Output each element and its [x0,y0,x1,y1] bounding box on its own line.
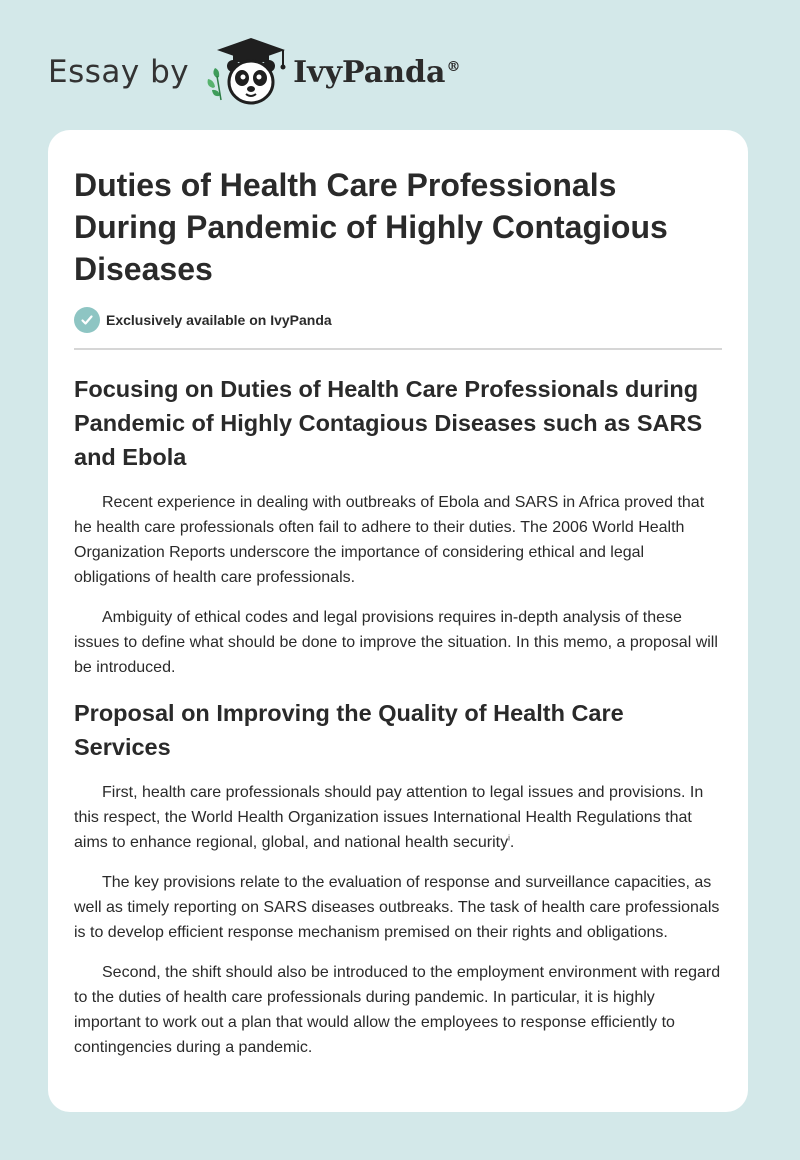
brand-name-text: IvyPanda [293,54,446,90]
paragraph [74,780,722,855]
section-duties [74,372,722,680]
brand-name[interactable] [293,55,460,90]
brand-prefix: Essay by [48,54,190,90]
brand-header [48,36,460,108]
paragraph: Recent experience in dealing with outbreaks of Ebola and SARS in Africa proved that he health care professionals often fail to adhere to their duties. The 2006 World Health Organization Reports underscore the importance of considering ethical and legal obligations of health care professionals. [74,494,705,586]
paragraph: The key provisions relate to the evaluation of response and surveillance capacities, as well as timely reporting on SARS diseases outbreaks. The task of health care professionals is to develop efficient response mechanism premised on their rights and obligations. [74,874,720,941]
essay-card [48,130,748,1112]
section-proposal [74,696,722,1060]
section-heading: Proposal on Improving the Quality of Health Care Services [74,700,624,760]
paragraph-text: First, health care professionals should pay attention to legal issues and provisions. In this respect, the World Health Organization issues International Health Regulations that aims to enhance regional, global, and national health security [74,784,704,851]
section-heading: Focusing on Duties of Health Care Professionals during Pandemic of Highly Contagious Diseases such as SARS and Ebola [74,376,703,470]
exclusive-badge-label: Exclusively available on IvyPanda [106,312,332,328]
check-icon [74,307,100,333]
paragraph: Second, the shift should also be introduced to the employment environment with regard to the duties of health care professionals during pandemic. In particular, it is highly important to work out a plan that would allow the employees to response efficiently to contingencies during a pandemic. [74,964,721,1056]
footnote-link[interactable]: i [508,833,510,843]
page-title: Duties of Health Care Professionals During Pandemic of Highly Contagious Diseases [74,167,668,287]
paragraph: Ambiguity of ethical codes and legal provisions requires in-depth analysis of these issues to define what should be done to improve the situation. In this memo, a proposal will be introduced. [74,609,718,676]
registered-mark: ® [446,58,461,75]
divider [74,348,722,350]
paragraph-tail: . [509,834,515,851]
panda-logo-icon[interactable] [203,36,289,108]
exclusive-badge [74,306,722,334]
